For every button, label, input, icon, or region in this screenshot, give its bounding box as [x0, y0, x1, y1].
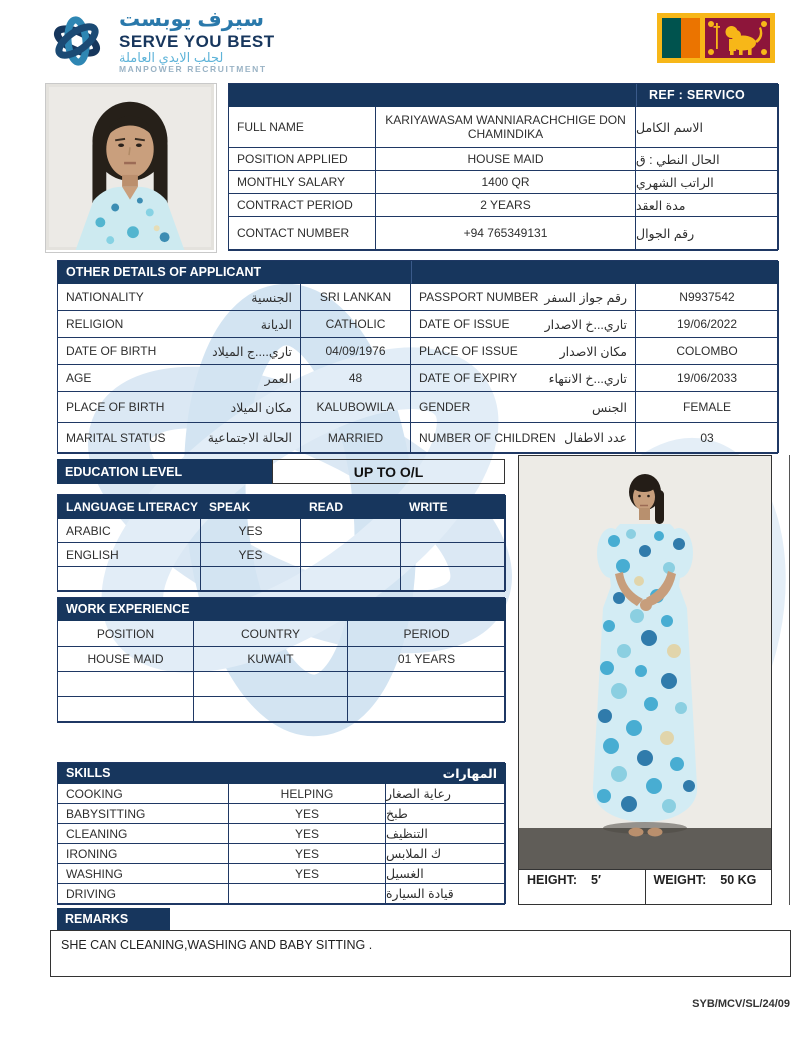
number-of-children-value: 03 [636, 423, 779, 453]
position-header: POSITION [58, 621, 194, 647]
date-of-expiry-value: 19/06/2033 [636, 365, 779, 392]
place-of-issue-label: PLACE OF ISSUE مكان الاصدار [411, 338, 636, 365]
experience-position [58, 672, 194, 697]
weight-field [646, 870, 773, 905]
position-applied-label: POSITION APPLIED [229, 148, 376, 171]
skill-cleaning-arabic: التنظيف [386, 824, 506, 844]
marital-status-label: MARITAL STATUS الحالة الاجتماعية [58, 423, 301, 453]
place-of-birth-value: KALUBOWILA [301, 392, 411, 423]
marital-status-value: MARRIED [301, 423, 411, 453]
skill-driving-label: DRIVING [58, 884, 229, 904]
age-value: 48 [301, 365, 411, 392]
ref-row-spacer [229, 84, 636, 107]
passport-number-label: PASSPORT NUMBER رقم جواز السفر [411, 284, 636, 311]
logo-arabic-subtitle: لجلب الايدي العاملة [119, 49, 224, 65]
skill-driving-arabic: قيادة السيارة [386, 884, 506, 904]
skill-babysitting-value: YES [229, 804, 386, 824]
skill-cleaning-value: YES [229, 824, 386, 844]
experience-country [194, 697, 348, 722]
read-header: READ [301, 495, 401, 519]
experience-position [58, 697, 194, 722]
applicant-summary-table [228, 83, 778, 251]
skills-title-arabic: المهارات [386, 763, 506, 784]
language-write [401, 519, 506, 543]
height-field [518, 870, 646, 905]
language-name: ENGLISH [58, 543, 201, 567]
skill-washing-arabic: الغسيل [386, 864, 506, 884]
language-name: ARABIC [58, 519, 201, 543]
language-speak: YES [201, 519, 301, 543]
full-name-arabic-label: الاسم الكامل [636, 107, 779, 148]
education-level-value: UP TO O/L [272, 459, 505, 484]
place-of-issue-value: COLOMBO [636, 338, 779, 365]
skill-washing-label: WASHING [58, 864, 229, 884]
skill-babysitting-arabic: طبخ [386, 804, 506, 824]
experience-position: HOUSE MAID [58, 647, 194, 672]
agency-logo [45, 8, 275, 75]
weight-value: 50 KG [720, 873, 757, 887]
contact-number-label: CONTACT NUMBER [229, 217, 376, 250]
skill-washing-value: YES [229, 864, 386, 884]
skill-cooking-arabic: رعاية الصغار [386, 784, 506, 804]
applicant-portrait-photo [45, 83, 217, 253]
height-weight-row [518, 870, 772, 905]
gender-label: GENDER الجنس [411, 392, 636, 423]
language-read [301, 519, 401, 543]
language-read [301, 543, 401, 567]
language-speak: YES [201, 543, 301, 567]
experience-period: 01 YEARS [348, 647, 506, 672]
sri-lanka-flag [657, 13, 775, 63]
other-details-title: OTHER DETAILS OF APPLICANT [58, 261, 411, 284]
skills-title: SKILLS [58, 763, 386, 784]
age-label: AGE العمر [58, 365, 301, 392]
language-literacy-table [57, 494, 505, 592]
language-speak [201, 567, 301, 591]
experience-country: KUWAIT [194, 647, 348, 672]
contact-number-value: +94 765349131 [376, 217, 636, 250]
skill-ironing-label: IRONING [58, 844, 229, 864]
nationality-value: SRI LANKAN [301, 284, 411, 311]
document-reference-number: SYB/MCV/SL/24/09 [692, 998, 790, 1010]
nationality-label: NATIONALITY الجنسية [58, 284, 301, 311]
period-header: PERIOD [348, 621, 506, 647]
work-experience-table [57, 597, 505, 723]
date-of-issue-value: 19/06/2022 [636, 311, 779, 338]
language-write [401, 567, 506, 591]
monthly-salary-arabic-label: الراتب الشهري [636, 171, 779, 194]
date-of-birth-value: 04/09/1976 [301, 338, 411, 365]
other-details-table [57, 260, 778, 454]
language-read [301, 567, 401, 591]
full-body-photo-panel [518, 455, 790, 905]
ref-number: REF : SERVICO [636, 84, 779, 107]
skill-babysitting-label: BABYSITTING [58, 804, 229, 824]
date-of-issue-label: DATE OF ISSUE تاري...خ الاصدار [411, 311, 636, 338]
monthly-salary-value: 1400 QR [376, 171, 636, 194]
logo-arabic-title: سيرف يوبست [119, 8, 265, 31]
place-of-birth-label: PLACE OF BIRTH مكان الميلاد [58, 392, 301, 423]
position-applied-arabic-label: الحال النطي : ق [636, 148, 779, 171]
contract-period-arabic-label: مدة العقد [636, 194, 779, 217]
skills-table [57, 762, 505, 905]
contact-number-arabic-label: رقم الجوال [636, 217, 779, 250]
position-applied-value: HOUSE MAID [376, 148, 636, 171]
write-header: WRITE [401, 495, 506, 519]
number-of-children-label: NUMBER OF CHILDREN عدد الاطفال [411, 423, 636, 453]
education-level-label: EDUCATION LEVEL [57, 459, 272, 484]
experience-period [348, 697, 506, 722]
skill-cooking-value: HELPING [229, 784, 386, 804]
passport-number-value: N9937542 [636, 284, 779, 311]
work-experience-title: WORK EXPERIENCE [58, 598, 506, 621]
skill-driving-value [229, 884, 386, 904]
skill-cooking-label: COOKING [58, 784, 229, 804]
skill-ironing-arabic: ك الملابس [386, 844, 506, 864]
full-name-value: KARIYAWASAM WANNIARACHCHIGE DON CHAMINDIKA [376, 107, 636, 148]
experience-period [348, 672, 506, 697]
date-of-birth-label: DATE OF BIRTH تاري....ج الميلاد [58, 338, 301, 365]
religion-label: RELIGION الديانة [58, 311, 301, 338]
height-label: HEIGHT: [527, 873, 577, 887]
contract-period-label: CONTRACT PERIOD [229, 194, 376, 217]
remarks-text: SHE CAN CLEANING,WASHING AND BABY SITTING . [50, 930, 791, 977]
full-name-label: FULL NAME [229, 107, 376, 148]
logo-english-subtitle: MANPOWER RECRUITMENT [119, 64, 267, 75]
language-name [58, 567, 201, 591]
date-of-expiry-label: DATE OF EXPIRY تاري...خ الانتهاء [411, 365, 636, 392]
experience-country [194, 672, 348, 697]
other-details-title-spacer [411, 261, 779, 284]
language-literacy-header: LANGUAGE LITERACY [58, 495, 201, 519]
remarks-title: REMARKS [57, 908, 170, 930]
religion-value: CATHOLIC [301, 311, 411, 338]
skill-cleaning-label: CLEANING [58, 824, 229, 844]
weight-label: WEIGHT: [653, 873, 707, 887]
skill-ironing-value: YES [229, 844, 386, 864]
agency-knot-icon [45, 9, 109, 73]
speak-header: SPEAK [201, 495, 301, 519]
contract-period-value: 2 YEARS [376, 194, 636, 217]
gender-value: FEMALE [636, 392, 779, 423]
country-header: COUNTRY [194, 621, 348, 647]
logo-english-title: SERVE YOU BEST [119, 31, 275, 51]
language-write [401, 543, 506, 567]
height-value: 5′ [591, 873, 601, 887]
applicant-full-body-photo [518, 455, 772, 870]
monthly-salary-label: MONTHLY SALARY [229, 171, 376, 194]
